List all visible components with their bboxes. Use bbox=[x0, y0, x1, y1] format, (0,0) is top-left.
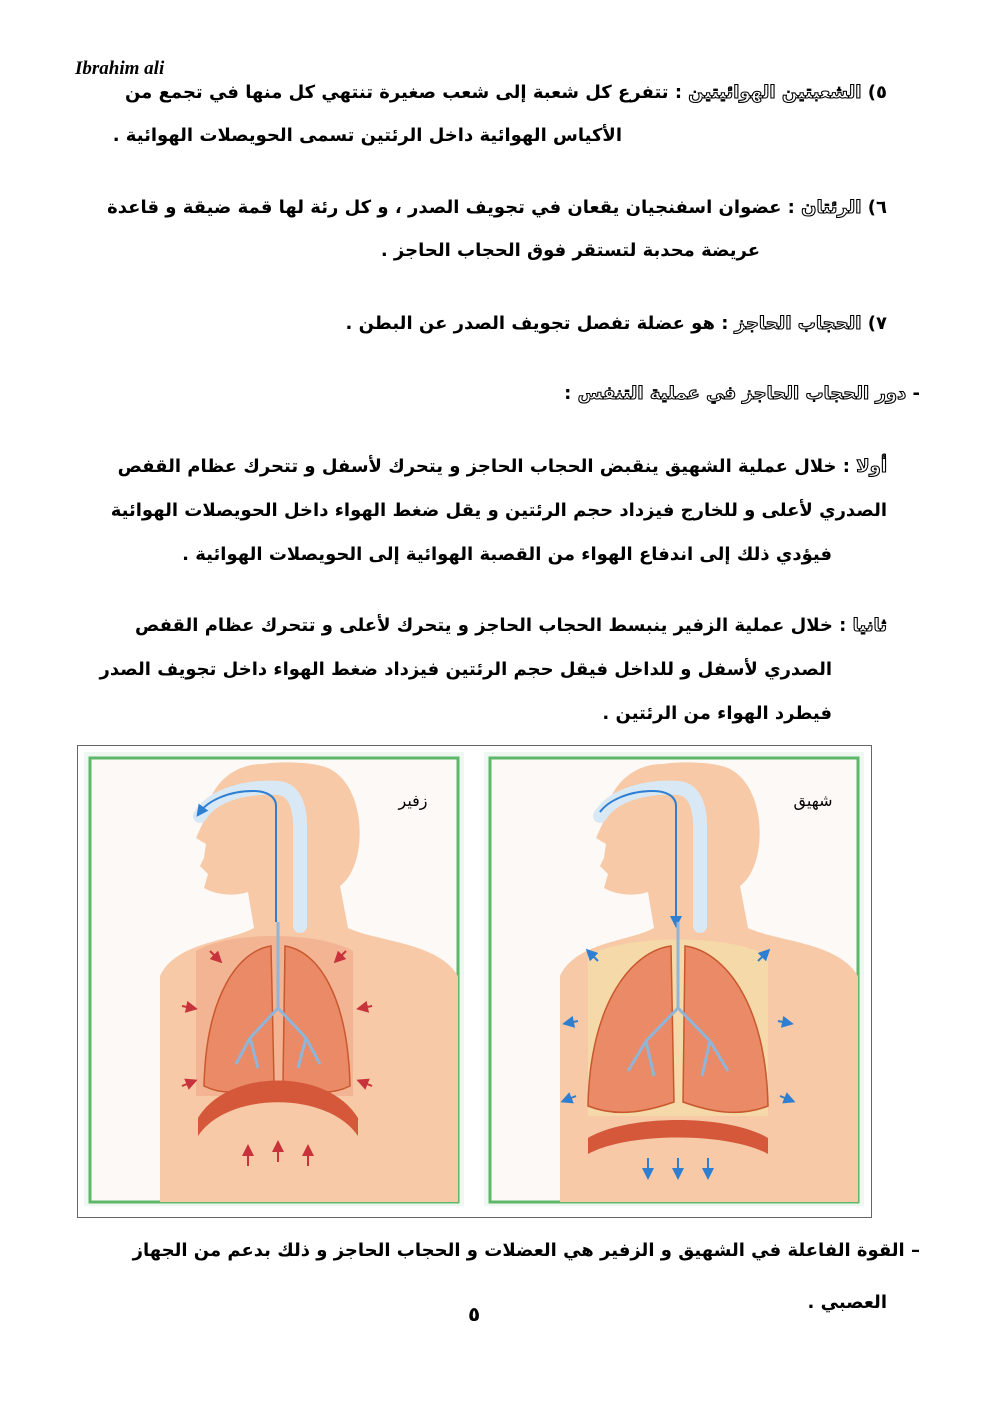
footer-text: القوة الفاعلة في الشهيق و الزفير هي العضلات و الحجاب الحاجز و ذلك بدعم من الجهاز bbox=[132, 1240, 905, 1261]
inhale-paragraph-line2: الصدري لأعلى و للخارج فيزداد حجم الرئتين و يقل ضغط الهواء داخل الحويصلات الهوائية bbox=[110, 500, 887, 521]
heading-dash: - bbox=[906, 383, 920, 404]
exhale-panel bbox=[84, 752, 464, 1206]
breathing-diagram bbox=[77, 745, 872, 1218]
item-number: ٦) bbox=[867, 197, 887, 218]
inhale-label-text: شهيق bbox=[793, 791, 833, 810]
author-name: Ibrahim ali bbox=[75, 58, 165, 79]
inhale-paragraph-line3: فيؤدي ذلك إلى اندفاع الهواء من القصبة الهوائية إلى الحويصلات الهوائية . bbox=[182, 544, 832, 565]
inhale-panel bbox=[484, 752, 864, 1206]
item-text: تتفرع كل شعبة إلى شعب صغيرة تنتهي كل منها في تجمع من bbox=[124, 82, 669, 103]
footer-dash: – bbox=[904, 1240, 920, 1261]
item-bronchi-line2: الأكياس الهوائية داخل الرئتين تسمى الحويصلات الهوائية . bbox=[112, 125, 622, 146]
exhale-paragraph-line3: فيطرد الهواء من الرئتين . bbox=[602, 703, 832, 724]
heading-colon: : bbox=[564, 383, 578, 404]
item-lungs-line2: عريضة محدبة لتستقر فوق الحجاب الحاجز . bbox=[380, 240, 760, 261]
footer-line2: العصبي . bbox=[807, 1292, 887, 1313]
item-lungs-line1 bbox=[107, 197, 887, 219]
exhale-text: خلال عملية الزفير ينبسط الحجاب الحاجز و يتحرك لأعلى و تتحرك عظام القفص bbox=[135, 615, 833, 636]
inhale-paragraph-line1 bbox=[118, 456, 887, 478]
item-number: ٥) bbox=[867, 82, 887, 103]
item-bronchi-line1 bbox=[125, 82, 887, 104]
item-diaphragm-line1 bbox=[346, 313, 888, 335]
breathing-diagram-svg bbox=[78, 746, 871, 1217]
exhale-paragraph-line1 bbox=[135, 615, 887, 637]
section-title: دور الحجاب الحاجز في عملية التنفس bbox=[577, 383, 907, 404]
item-text: عضوان اسفنجيان يقعان في تجويف الصدر ، و كل رئة لها قمة ضيقة و قاعدة bbox=[107, 197, 782, 218]
page-number: ٥ bbox=[468, 1302, 481, 1326]
separator: : bbox=[668, 82, 689, 103]
inhale-label: أولا bbox=[856, 456, 887, 477]
item-term: الرئتان bbox=[801, 197, 862, 218]
exhale-label-text: زفير bbox=[398, 791, 428, 810]
inhale-text: خلال عملية الشهيق ينقبض الحجاب الحاجز و يتحرك لأسفل و تتحرك عظام القفص bbox=[117, 456, 837, 477]
separator: : bbox=[781, 197, 802, 218]
section-heading bbox=[564, 383, 920, 405]
item-number: ٧) bbox=[867, 313, 887, 334]
separator: : bbox=[836, 456, 857, 477]
exhale-label: ثانيا bbox=[852, 615, 887, 636]
exhale-paragraph-line2: الصدري لأسفل و للداخل فيقل حجم الرئتين فيزداد ضغط الهواء داخل تجويف الصدر bbox=[99, 659, 832, 680]
separator: : bbox=[832, 615, 853, 636]
item-term: الحجاب الحاجز bbox=[734, 313, 862, 334]
separator: : bbox=[714, 313, 735, 334]
footer-line1 bbox=[133, 1240, 920, 1262]
item-term: الشعبتين الهوائيتين bbox=[688, 82, 862, 103]
item-text: هو عضلة تفصل تجويف الصدر عن البطن . bbox=[345, 313, 715, 334]
